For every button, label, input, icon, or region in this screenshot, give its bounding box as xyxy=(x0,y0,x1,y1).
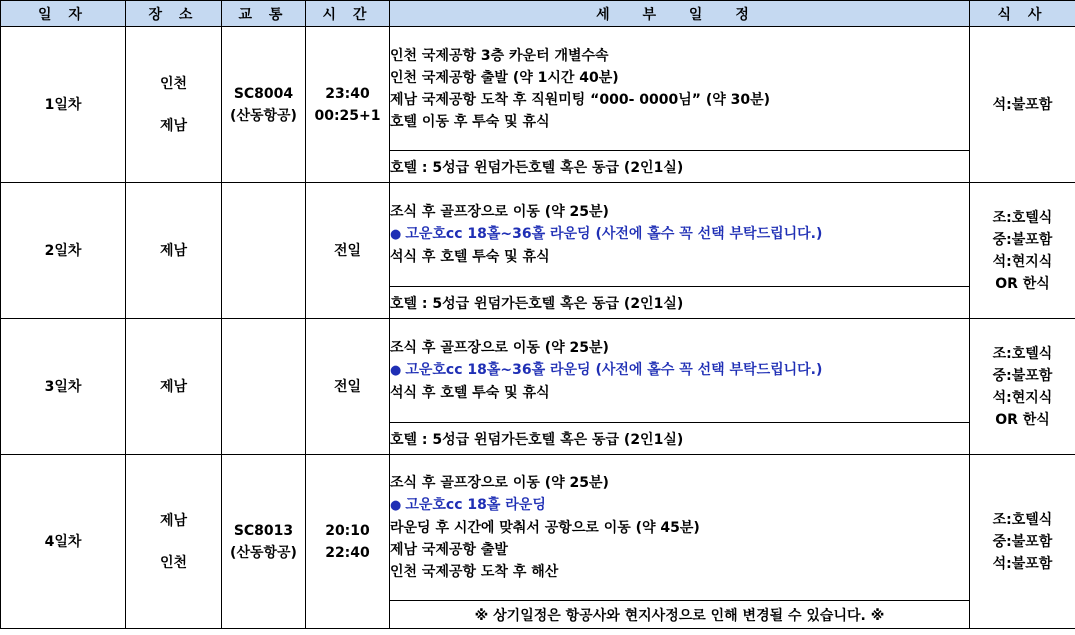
detail-line xyxy=(390,246,969,268)
place-cell xyxy=(126,455,222,629)
meal-cell-line: 조:호텔식 xyxy=(992,345,1053,362)
detail-line xyxy=(390,337,969,359)
golf-round-line xyxy=(390,223,969,246)
detail-line xyxy=(390,472,969,494)
place-cell xyxy=(126,183,222,319)
detail-cell xyxy=(390,183,970,287)
time-cell xyxy=(306,183,390,319)
time-cell-line: 전일 xyxy=(333,242,362,259)
day-row xyxy=(1,455,1075,601)
hotel-info: 호텔 : 5성급 윈덤가든호텔 혹은 동급 (2인1실) xyxy=(390,423,970,455)
place-cell xyxy=(126,319,222,455)
time-cell-line: 22:40 xyxy=(325,544,370,561)
meal-cell-line: 석:현지식 xyxy=(992,389,1053,406)
day-label: 3일차 xyxy=(1,319,126,455)
detail-text: 조식 후 골프장으로 이동 (약 25분) xyxy=(390,475,609,491)
detail-text: 석식 후 호텔 투숙 및 휴식 xyxy=(390,385,550,401)
meal-cell-line: 조:호텔식 xyxy=(992,209,1053,226)
detail-line xyxy=(390,517,969,539)
detail-text: 고운호cc 18홀~36홀 라운딩 (사전에 홀수 꼭 선택 부탁드립니다.) xyxy=(405,226,823,242)
transport-cell xyxy=(222,27,306,183)
detail-line xyxy=(390,67,969,89)
bullet-icon: ● xyxy=(390,227,402,242)
detail-text: 제남 국제공항 도착 후 직원미팅 “000- 0000님” (약 30분) xyxy=(390,91,771,108)
place-cell-line: 제남 xyxy=(159,378,188,395)
detail-cell xyxy=(390,455,970,601)
place-cell-line: 제남 xyxy=(159,117,188,134)
golf-round-line xyxy=(390,494,969,517)
transport-cell-line: SC8004 xyxy=(233,85,294,102)
detail-text: 인천 국제공항 도착 후 해산 xyxy=(390,564,559,580)
hotel-info: 호텔 : 5성급 윈덤가든호텔 혹은 동급 (2인1실) xyxy=(390,151,970,183)
detail-text: 호텔 이동 후 투숙 및 휴식 xyxy=(390,113,550,130)
transport-cell xyxy=(222,183,306,319)
place-cell-line: 인천 xyxy=(159,75,188,92)
meal-cell-line: OR 한식 xyxy=(995,275,1050,292)
time-cell-line: 23:40 xyxy=(325,85,370,102)
meal-cell-line: 중:불포함 xyxy=(992,533,1053,550)
transport-cell-line: (산동항공) xyxy=(230,107,297,124)
detail-line xyxy=(390,539,969,561)
day-row xyxy=(1,27,1075,151)
day-label: 4일차 xyxy=(1,455,126,629)
meal-cell xyxy=(970,183,1075,319)
transport-cell xyxy=(222,319,306,455)
time-cell xyxy=(306,27,390,183)
time-cell-line: 00:25+1 xyxy=(314,107,381,124)
time-cell-line: 20:10 xyxy=(325,522,370,539)
meal-cell-line: OR 한식 xyxy=(995,411,1050,428)
detail-text: 인천 국제공항 3층 카운터 개별수속 xyxy=(390,47,609,64)
bullet-icon: ● xyxy=(390,498,402,513)
detail-text: 고운호cc 18홀~36홀 라운딩 (사전에 홀수 꼭 선택 부탁드립니다.) xyxy=(405,362,823,378)
detail-text: 고운호cc 18홀 라운딩 xyxy=(405,497,546,513)
header-details: 세 부 일 정 xyxy=(390,1,970,27)
detail-text: 제남 국제공항 출발 xyxy=(390,542,508,558)
day-label: 2일차 xyxy=(1,183,126,319)
meal-cell-line: 석:불포함 xyxy=(992,96,1053,113)
day-row xyxy=(1,319,1075,423)
detail-cell xyxy=(390,319,970,423)
meal-cell xyxy=(970,455,1075,629)
meal-cell-line: 조:호텔식 xyxy=(992,511,1053,528)
header-row xyxy=(1,1,1075,27)
place-cell-line: 제남 xyxy=(159,512,188,529)
transport-cell-line: (산동항공) xyxy=(230,544,297,561)
place-cell xyxy=(126,27,222,183)
place-cell-line: 인천 xyxy=(159,554,188,571)
detail-text: 조식 후 골프장으로 이동 (약 25분) xyxy=(390,204,609,220)
detail-text: 석식 후 호텔 투숙 및 휴식 xyxy=(390,249,550,265)
header-meals: 식 사 xyxy=(970,1,1075,27)
meal-cell xyxy=(970,319,1075,455)
time-cell xyxy=(306,319,390,455)
header-place: 장 소 xyxy=(126,1,222,27)
time-cell-line: 전일 xyxy=(333,378,362,395)
detail-line xyxy=(390,201,969,223)
meal-cell xyxy=(970,27,1075,183)
golf-round-line xyxy=(390,359,969,382)
detail-line xyxy=(390,45,969,67)
detail-text: 인천 국제공항 출발 (약 1시간 40분) xyxy=(390,69,619,86)
detail-text: 조식 후 골프장으로 이동 (약 25분) xyxy=(390,340,609,356)
detail-line xyxy=(390,561,969,583)
hotel-info: 호텔 : 5성급 윈덤가든호텔 혹은 동급 (2인1실) xyxy=(390,287,970,319)
place-cell-line: 제남 xyxy=(159,242,188,259)
detail-cell xyxy=(390,27,970,151)
meal-cell-line: 석:불포함 xyxy=(992,555,1053,572)
transport-cell-line: SC8013 xyxy=(233,522,294,539)
detail-text: 라운딩 후 시간에 맞춰서 공항으로 이동 (약 45분) xyxy=(390,520,700,536)
day-label: 1일차 xyxy=(1,27,126,183)
detail-line xyxy=(390,382,969,404)
header-time: 시 간 xyxy=(306,1,390,27)
detail-line xyxy=(390,111,969,133)
meal-cell-line: 중:불포함 xyxy=(992,231,1053,248)
meal-cell-line: 석:현지식 xyxy=(992,253,1053,270)
transport-cell xyxy=(222,455,306,629)
day-row xyxy=(1,183,1075,287)
time-cell xyxy=(306,455,390,629)
bullet-icon: ● xyxy=(390,363,402,378)
header-transport: 교 통 xyxy=(222,1,306,27)
detail-line xyxy=(390,89,969,111)
schedule-notice: ※ 상기일정은 항공사와 현지사정으로 인해 변경될 수 있습니다. ※ xyxy=(390,601,970,629)
header-day: 일 자 xyxy=(1,1,126,27)
meal-cell-line: 중:불포함 xyxy=(992,367,1053,384)
